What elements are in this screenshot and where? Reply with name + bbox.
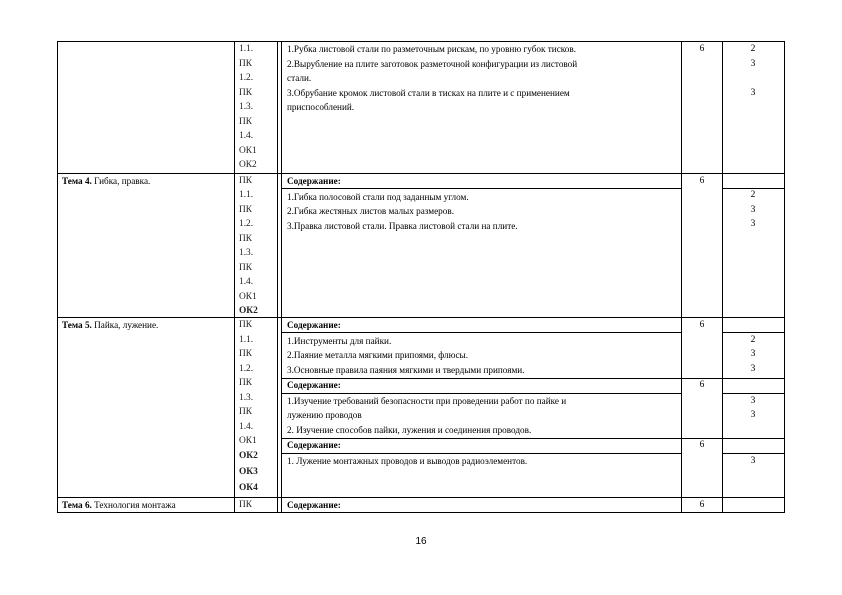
level-value: 2: [750, 335, 756, 345]
code: ПК: [239, 88, 253, 98]
level-divider-r3b: [722, 393, 785, 394]
level-divider-r3a: [722, 332, 785, 333]
code: 1.2.: [239, 219, 254, 229]
group-divider-r3b: [281, 378, 785, 379]
row-divider-1: [57, 173, 785, 174]
level-value: 3: [750, 396, 756, 406]
topic-number: Тема 4.: [62, 176, 92, 186]
level-value: 2: [750, 44, 756, 54]
code: 1.1.: [239, 190, 254, 200]
code: 1.1.: [239, 335, 254, 345]
content-item: приспособлений.: [287, 102, 355, 112]
hours-value: 6: [699, 320, 705, 330]
code: 1.3.: [239, 248, 254, 258]
column-divider-4: [722, 41, 723, 513]
content-header: Содержание:: [287, 320, 341, 330]
code: 1.3.: [239, 393, 254, 403]
topic-name: Технология монтажа: [91, 500, 176, 510]
level-value: 3: [750, 219, 756, 229]
level-value: 3: [750, 364, 756, 374]
level-divider-r2: [722, 188, 785, 189]
topic-number: Тема 6.: [62, 500, 92, 510]
code: ПК: [239, 263, 253, 273]
code: ПК: [239, 320, 253, 330]
code: ПК: [239, 349, 253, 359]
code: ПК: [239, 378, 253, 388]
row-divider-3: [57, 497, 785, 498]
header-divider-r2: [281, 188, 682, 189]
code: 1.3.: [239, 102, 254, 112]
content-item: 3.Основные правила паяния мягкими и твердыми припоями.: [287, 365, 525, 375]
content-item: 1.Инструменты для пайки.: [287, 336, 392, 346]
content-item: стали.: [287, 73, 312, 83]
content-item: 2.Гибка жестяных листов малых размеров.: [287, 206, 454, 216]
level-value: 3: [750, 59, 756, 69]
content-item: 2.Вырубление на плите заготовок разметочной конфигурации из листовой: [287, 59, 578, 69]
level-divider-r3c: [722, 453, 785, 454]
table-border-left: [57, 41, 58, 513]
content-item: 1.Гибка полосовой стали под заданным углом.: [287, 192, 469, 202]
code: ПК: [239, 500, 253, 510]
table-border-top: [57, 41, 785, 42]
content-item: 3.Обрубание кромок листовой стали в тисках на плите и с применением: [287, 88, 570, 98]
content-header: Содержание:: [287, 176, 341, 186]
code: 1.4.: [239, 422, 254, 432]
content-item: 1.Изучение требований безопасности при проведении работ по пайке и: [287, 396, 567, 406]
level-value: 3: [750, 410, 756, 420]
topic-name: Гибка, правка.: [91, 176, 151, 186]
content-item: 1.Рубка листовой стали по разметочным рискам, по уровню губок тисков.: [287, 44, 577, 54]
code: 1.4.: [239, 131, 254, 141]
content-header: Содержание:: [287, 500, 341, 510]
code: 1.1.: [239, 44, 254, 54]
content-header: Содержание:: [287, 380, 341, 390]
topic-number: Тема 5.: [62, 320, 92, 330]
level-value: 3: [750, 88, 756, 98]
code: 1.4.: [239, 277, 254, 287]
code: 1.2.: [239, 364, 254, 374]
row-divider-2: [57, 317, 785, 318]
content-item: 2. Изучение способов пайки, лужения и соединения проводов.: [287, 425, 532, 435]
column-divider-2b: [281, 41, 282, 513]
hours-value: 6: [699, 176, 705, 186]
level-value: 2: [750, 190, 756, 200]
code: ПК: [239, 205, 253, 215]
topic-title: [62, 320, 158, 331]
code: ОК3: [239, 467, 258, 477]
table-border-right: [784, 41, 785, 513]
code: ОК2: [239, 451, 258, 461]
hours-value: 6: [699, 380, 705, 390]
code: ОК1: [239, 146, 257, 156]
group-divider-r3c: [281, 438, 785, 439]
topic-name: Пайка, лужение.: [91, 320, 159, 330]
column-divider-3: [681, 41, 682, 513]
code: ПК: [239, 234, 253, 244]
hours-value: 6: [699, 44, 705, 54]
level-value: 3: [750, 349, 756, 359]
code: ПК: [239, 59, 253, 69]
topic-title: [62, 176, 150, 187]
content-item: 1. Лужение монтажных проводов и выводов радиоэлементов.: [287, 456, 528, 466]
hours-value: 6: [699, 500, 705, 510]
content-header: Содержание:: [287, 440, 341, 450]
level-value: 3: [750, 205, 756, 215]
code: ПК: [239, 176, 253, 186]
header-divider-r3c: [281, 453, 682, 454]
code: ОК2: [239, 306, 258, 316]
column-divider-2: [277, 41, 278, 513]
code: ОК4: [239, 483, 258, 493]
column-divider-1: [234, 41, 235, 513]
page-number: 16: [415, 536, 427, 547]
code: ОК1: [239, 436, 257, 446]
level-value: 3: [750, 456, 756, 466]
table-border-bottom: [57, 512, 785, 513]
code: ПК: [239, 117, 253, 127]
content-item: 3.Правка листовой стали. Правка листовой стали на плите.: [287, 221, 518, 231]
content-item: лужению проводов: [287, 410, 362, 420]
hours-value: 6: [699, 440, 705, 450]
code: 1.2.: [239, 73, 254, 83]
code: ПК: [239, 407, 253, 417]
content-item: 2.Паяние металла мягкими припоями, флюсы.: [287, 350, 469, 360]
topic-title: [62, 500, 176, 511]
code: ОК1: [239, 292, 257, 302]
header-divider-r3b: [281, 393, 682, 394]
header-divider-r3a: [281, 332, 682, 333]
code: ОК2: [239, 160, 257, 170]
